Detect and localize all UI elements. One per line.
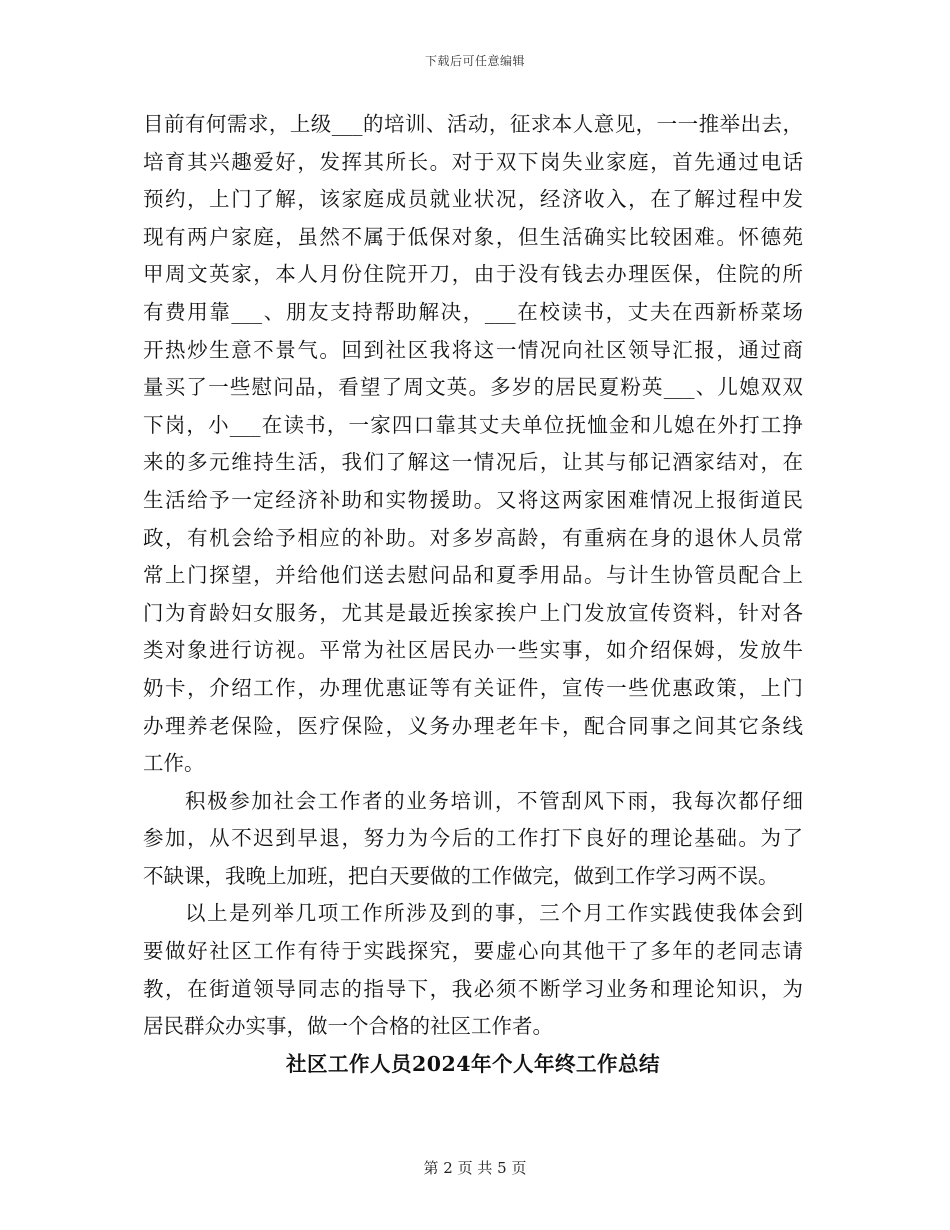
text-line: 教，在街道领导同志的指导下，我必须不断学习业务和理论知识，为: [143, 976, 803, 1001]
text-line: 积极参加社会工作者的业务培训，不管刮风下雨，我每次都仔细: [185, 788, 803, 813]
text-line: 开热炒生意不景气。回到社区我将这一情况向社区领导汇报，通过商: [143, 337, 803, 362]
document-body: [143, 106, 803, 1083]
text-line: 以上是列举几项工作所涉及到的事，三个月工作实践使我体会到: [185, 901, 803, 926]
paragraph-3: [143, 895, 803, 1045]
text-line: 居民群众办实事，做一个合格的社区工作者。: [143, 1014, 553, 1039]
text-line: 生活给予一定经济补助和实物援助。又将这两家困难情况上报街道民: [143, 487, 803, 512]
text-line: 培育其兴趣爱好，发挥其所长。对于双下岗失业家庭，首先通过电话: [143, 149, 803, 174]
text-line: 预约，上门了解，该家庭成员就业状况，经济收入，在了解过程中发: [143, 187, 803, 212]
text-line: 参加，从不迟到早退，努力为今后的工作打下良好的理论基础。为了: [143, 826, 803, 851]
text-line: 办理养老保险，医疗保险，义务办理老年卡，配合同事之间其它条线: [143, 713, 803, 738]
text-line: 政，有机会给予相应的补助。对多岁高龄，有重病在身的退休人员常: [143, 525, 803, 550]
paragraph-2: [143, 783, 803, 896]
page-number-footer: 第 2 页 共 5 页: [423, 1159, 527, 1177]
text-line: 奶卡，介绍工作，办理优惠证等有关证件，宣传一些优惠政策，上门: [143, 675, 803, 700]
text-line: 类对象进行访视。平常为社区居民办一些实事，如介绍保姆，发放牛: [143, 638, 803, 663]
text-line: 下岗，小___在读书，一家四口靠其丈夫单位抚恤金和儿媳在外打工挣: [143, 412, 803, 437]
text-line: 工作。: [143, 751, 205, 776]
text-line: 现有两户家庭，虽然不属于低保对象，但生活确实比较困难。怀德苑: [143, 224, 803, 249]
text-line: 目前有何需求，上级___的培训、活动，征求本人意见，一一推举出去，: [143, 112, 803, 136]
text-line: 甲周文英家，本人月份住院开刀，由于没有钱去办理医保，住院的所: [143, 262, 803, 287]
text-line: 不缺课，我晚上加班，把白天要做的工作做完，做到工作学习两不误。: [143, 863, 779, 888]
section-title: 社区工作人员2024年个人年终工作总结: [285, 1051, 661, 1076]
paragraph-1: [143, 106, 803, 783]
page-header: 下载后可任意编辑: [424, 54, 525, 68]
text-line: 量买了一些慰问品，看望了周文英。多岁的居民夏粉英___、儿媳双双: [143, 375, 803, 400]
text-line: 要做好社区工作有待于实践探究，要虚心向其他干了多年的老同志请: [143, 939, 803, 964]
text-line: 门为育龄妇女服务，尤其是最近挨家挨户上门发放宣传资料，针对各: [143, 600, 803, 625]
text-line: 来的多元维持生活，我们了解这一情况后，让其与郁记酒家结对，在: [143, 450, 803, 475]
text-line: 常上门探望，并给他们送去慰问品和夏季用品。与计生协管员配合上: [143, 563, 803, 588]
text-line: 有费用靠___、朋友支持帮助解决，___在校读书，丈夫在西新桥菜场: [143, 299, 803, 324]
